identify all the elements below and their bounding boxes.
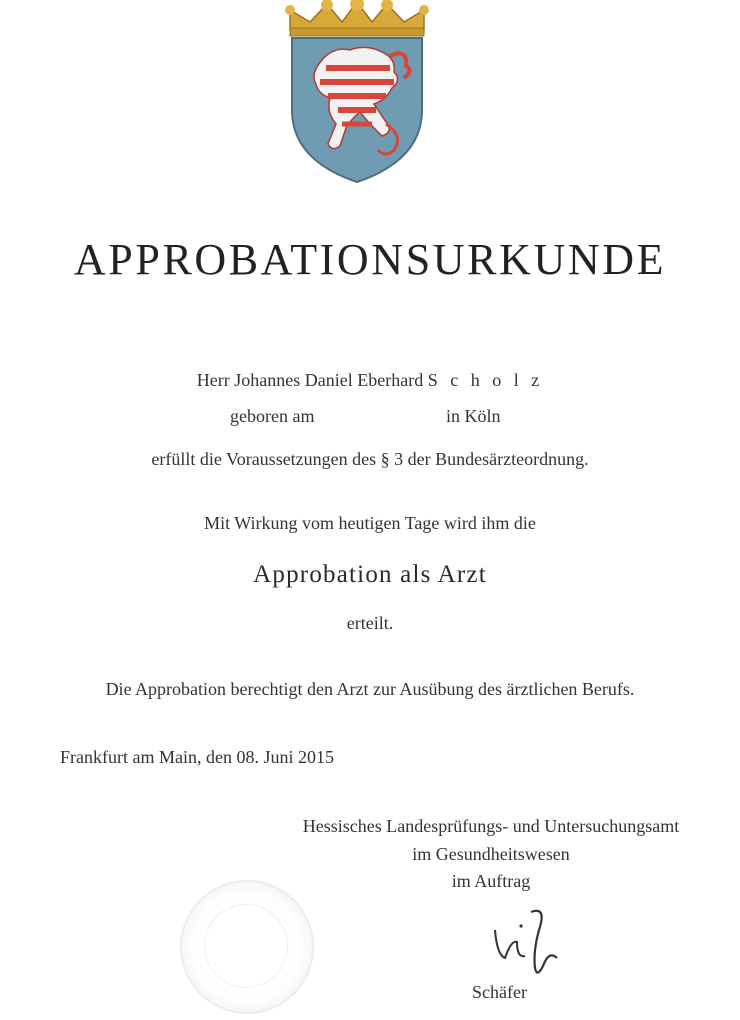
- signatory-name: Schäfer: [472, 982, 527, 1002]
- entitlement-text: Die Approbation berechtigt den Arzt zur Ausübung des ärztlichen Berufs.: [105, 679, 635, 699]
- granted-text: erteilt.: [346, 613, 394, 633]
- handwritten-signature: [487, 900, 567, 980]
- requirement-text: erfüllt die Voraussetzungen des § 3 der Bundesärzteordnung.: [151, 449, 589, 469]
- birth-place: in Köln: [446, 406, 501, 426]
- embossed-seal-inner: [204, 904, 288, 988]
- effect-text: Mit Wirkung vom heutigen Tage wird ihm die: [204, 513, 536, 533]
- authority-line-2: im Gesundheitswesen: [412, 844, 570, 864]
- birth-label: geboren am: [230, 406, 315, 426]
- crown-icon: [285, 0, 429, 36]
- authority-line-3: im Auftrag: [451, 871, 531, 891]
- embossed-seal: [180, 880, 314, 1014]
- recipient-line: [0, 370, 740, 391]
- authority-line-1: Hessisches Landesprüfungs- und Untersuchungsamt: [302, 816, 680, 836]
- recipient-surname: S c h o l z: [427, 370, 544, 390]
- approbation-heading: Approbation als Arzt: [253, 561, 487, 588]
- hessen-coat-of-arms-icon: [282, 0, 432, 185]
- recipient-name: Herr Johannes Daniel Eberhard: [196, 370, 424, 390]
- place-date: Frankfurt am Main, den 08. Juni 2015: [60, 747, 334, 767]
- document-title: APPROBATIONSURKUNDE: [73, 235, 667, 284]
